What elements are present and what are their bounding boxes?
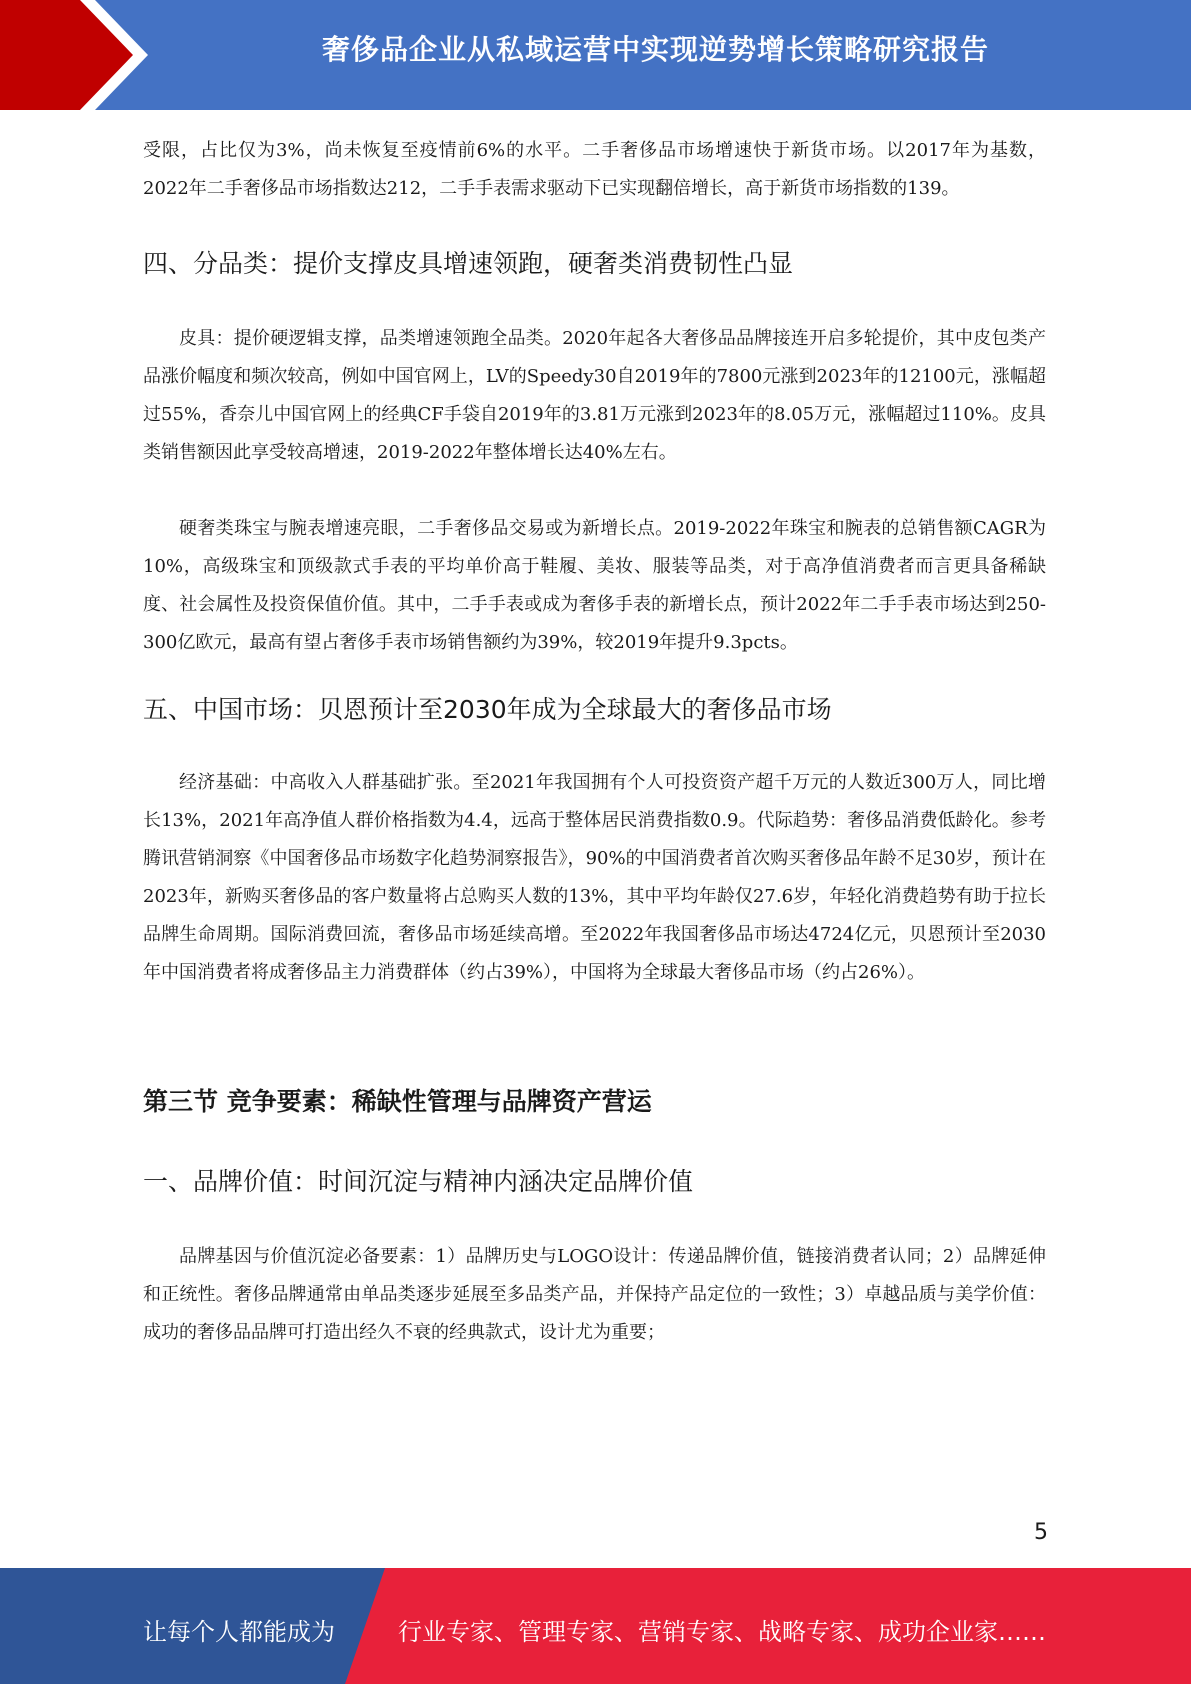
paragraph-brand: 品牌基因与价值沉淀必备要素：1）品牌历史与LOGO设计：传递品牌价值，链接消费者认同；2）品牌延伸和正统性。奢侈品牌通常由单品类逐步延展至多品类产品，并保持产品定位的一致性；3）卓越品质与美学价值：成功的奢侈品品牌可打造出经久不衰的经典款式，设计尤为重要； [143,1246,1046,1343]
page-number: 5 [1034,1520,1048,1545]
document-title: 奢侈品企业从私域运营中实现逆势增长策略研究报告 [321,33,989,66]
paragraph-intro: 受限，占比仅为3%，尚未恢复至疫情前6%的水平。二手奢侈品市场增速快于新货市场。以2017年为基数，2022年二手奢侈品市场指数达212，二手手表需求驱动下已实现翻倍增长，高于新货市场指数的139。 [143,140,1046,199]
footer-slogan-left: 让每个人都能成为 [143,1618,335,1646]
paragraph-china: 经济基础：中高收入人群基础扩张。至2021年我国拥有个人可投资资产超千万元的人数近300万人，同比增长13%，2021年高净值人群价格指数为4.4，远高于整体居民消费指数0.9。代际趋势：奢侈品消费低龄化。参考腾讯营销洞察《中国奢侈品市场数字化趋势洞察报告》，90%的中国消费者首次购买奢侈品年龄不足30岁，预计在2023年，新购买奢侈品的客户数量将占总购买人数的13%，其中平均年龄仅27.6岁，年轻化消费趋势有助于拉长品牌生命周期。国际消费回流，奢侈品市场延续高增。至2022年我国奢侈品市场达4724亿元，贝恩预计至2030年中国消费者将成奢侈品主力消费群体（约占39%），中国将为全球最大奢侈品市场（约占26%）。 [143,772,1046,983]
heading-category: 四、分品类：提价支撑皮具增速领跑，硬奢类消费韧性凸显 [143,249,794,278]
page-content [143,132,1046,1352]
footer-banner [0,1568,1191,1684]
heading-china-market: 五、中国市场：贝恩预计至2030年成为全球最大的奢侈品市场 [143,695,832,724]
heading-brand-value: 一、品牌价值：时间沉淀与精神内涵决定品牌价值 [143,1167,694,1196]
paragraph-leather: 皮具：提价硬逻辑支撑，品类增速领跑全品类。2020年起各大奢侈品品牌接连开启多轮提价，其中皮包类产品涨价幅度和频次较高，例如中国官网上，LV的Speedy30自2019年的7800元涨到2023年的12100元，涨幅超过55%，香奈儿中国官网上的经典CF手袋自2019年的3.81万元涨到2023年的8.05万元，涨幅超过110%。皮具类销售额因此享受较高增速，2019-2022年整体增长达40%左右。 [143,328,1046,463]
chevron-arrow-icon [0,0,160,110]
section-title: 第三节 竞争要素：稀缺性管理与品牌资产营运 [143,1087,652,1116]
header-banner [0,0,1191,110]
footer-slogan-right: 行业专家、管理专家、营销专家、战略专家、成功企业家…… [398,1618,1046,1646]
paragraph-hard-luxury: 硬奢类珠宝与腕表增速亮眼，二手奢侈品交易或为新增长点。2019-2022年珠宝和腕表的总销售额CAGR为10%，高级珠宝和顶级款式手表的平均单价高于鞋履、美妆、服装等品类，对于高净值消费者而言更具备稀缺度、社会属性及投资保值价值。其中，二手手表或成为奢侈手表的新增长点，预计2022年二手手表市场达到250-300亿欧元，最高有望占奢侈手表市场销售额约为39%，较2019年提升9.3pcts。 [143,518,1046,653]
